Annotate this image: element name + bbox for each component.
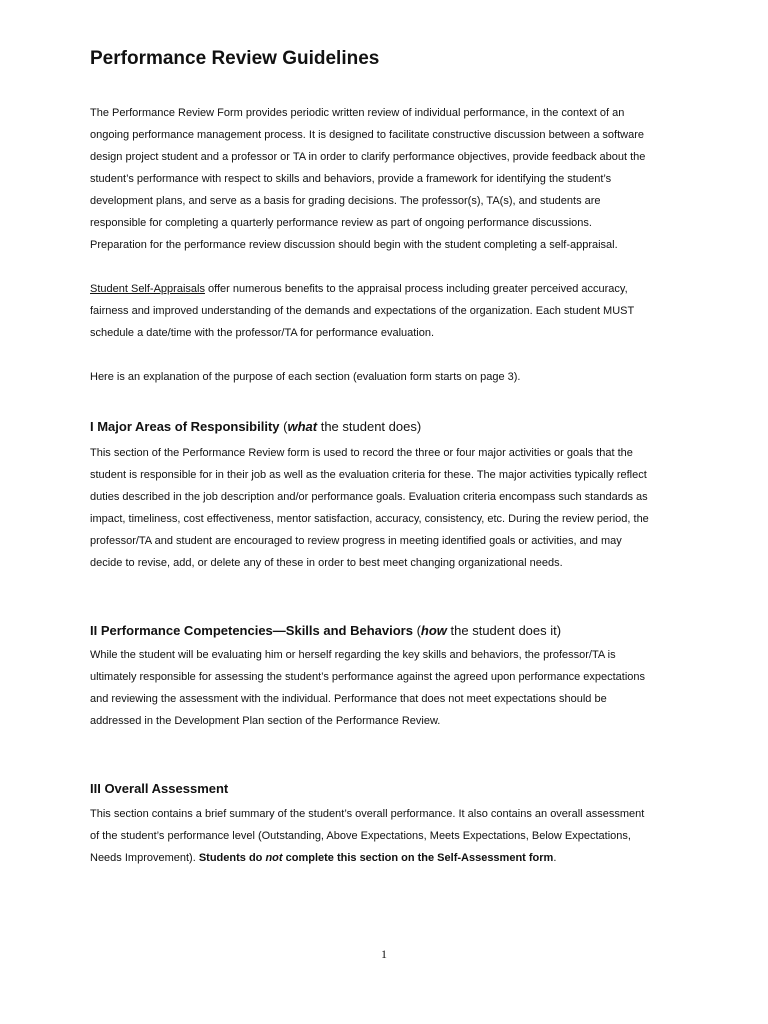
section-heading-emphasis: how [420,623,447,638]
self-appraisal-line: fairness and improved understanding of the demands and expectations of the organization. Each student MUST [90,305,635,317]
section-line: While the student will be evaluating him or herself regarding the key skills and behaviors, the professor/TA is [90,649,616,661]
self-appraisal-text: offer numerous benefits to the appraisal process including greater perceived accuracy, [204,283,628,295]
note-text: complete this section on the Self-Assessment form [282,852,554,864]
section-heading-emphasis: what [287,419,318,434]
page-number: 1 [381,947,387,961]
self-appraisal-term: Student Self-Appraisals [90,283,205,295]
section-text: Needs Improvement). [90,852,199,864]
section-line: decide to revise, add, or delete any of these in order to best meet changing organizational needs. [90,557,563,569]
intro-line: The Performance Review Form provides periodic written review of individual performance, in the context of an [90,107,625,119]
explanation-text: Here is an explanation of the purpose of each section (evaluation form starts on page 3). [90,371,521,383]
self-assessment-note [198,852,557,864]
section-heading-tail: the student does it) [446,623,562,638]
page-title: Performance Review Guidelines [90,48,380,69]
section-line: of the student’s performance level (Outstanding, Above Expectations, Meets Expectations, Below Expectations, [90,830,631,842]
section-line: impact, timeliness, cost effectiveness, mentor satisfaction, accuracy, consistency, etc. During the review period, the [90,513,649,525]
section-line: duties described in the job description and/or performance goals. Evaluation criteria encompass such standards as [90,491,648,503]
section-line: student is responsible for in their job as well as the evaluation criteria for these. The major activities typically reflect [90,469,647,481]
section-line: ultimately responsible for assessing the student’s performance against the agreed upon performance expectations [90,671,646,683]
section-text: . [553,852,557,864]
note-emphasis: not [265,852,283,864]
intro-line: development plans, and serve as a basis for grading decisions. The professor(s), TA(s), and students are [90,195,601,207]
section-heading-paren: ( [412,623,421,638]
section-heading-tail: the student does) [317,419,422,434]
intro-line: Preparation for the performance review discussion should begin with the student completing a self-appraisal. [90,239,618,251]
section-line: This section of the Performance Review form is used to record the three or four major activities or goals that the [90,447,633,459]
intro-line: ongoing performance management process. It is designed to facilitate constructive discussion between a software [90,129,644,141]
section-line [90,851,556,865]
section-heading-title: II Performance Competencies—Skills and Behaviors [90,623,413,638]
intro-line: responsible for completing a quarterly performance review as part of ongoing performance discussions. [90,217,592,229]
self-appraisal-line: schedule a date/time with the professor/TA for performance evaluation. [90,327,435,339]
section-heading-title: III Overall Assessment [90,781,229,796]
section-line: and reviewing the assessment with the individual. Performance that does not meet expectations should be [90,693,607,705]
section-heading-title: I Major Areas of Responsibility [90,419,280,434]
section-line: addressed in the Development Plan section of the Performance Review. [90,715,441,727]
section-line: professor/TA and student are encouraged to review progress in meeting identified goals or activities, and may [90,535,622,547]
section-line: This section contains a brief summary of the student’s overall performance. It also contains an overall assessment [90,808,645,820]
section-heading-competencies [90,622,561,639]
note-text: Students do [198,852,266,864]
intro-line: design project student and a professor or TA in order to clarify performance objectives, provide feedback about the [90,151,646,163]
section-heading-paren: ( [279,419,288,434]
section-heading-overall-assessment [90,780,228,797]
section-heading-major-areas [90,418,421,435]
intro-line: student’s performance with respect to skills and behaviors, provide a framework for identifying the student’s [90,173,612,185]
self-appraisal-line [90,282,628,296]
